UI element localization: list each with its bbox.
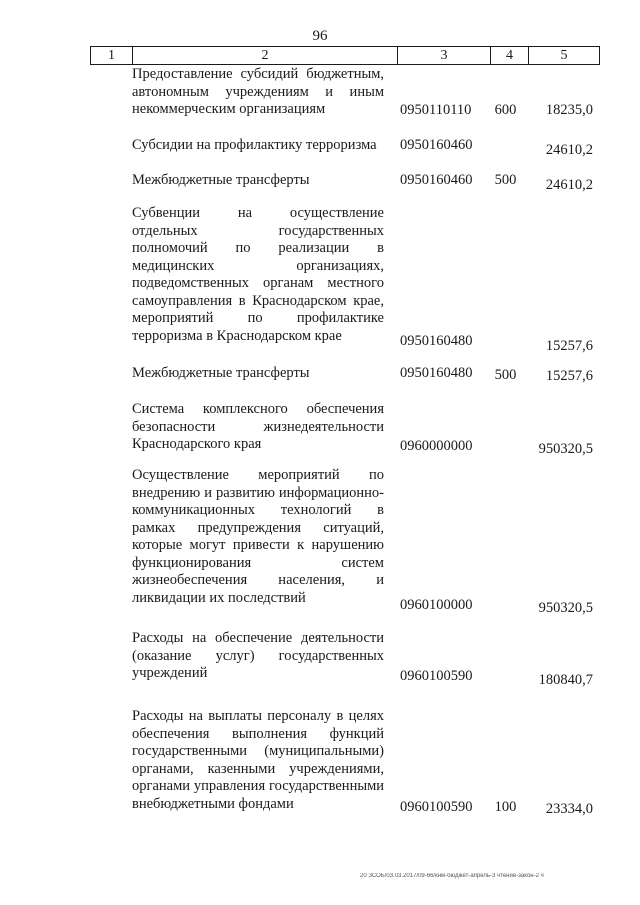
row-name: Межбюджетные трансферты	[132, 365, 310, 381]
row-code: 0960000000	[400, 438, 473, 454]
row-code: 0950160460	[400, 137, 473, 153]
header-col-2: 2	[133, 47, 398, 64]
row-name: Предоставление субсидий бюджетным, автономным учреждениям и иным некоммерческим организациям	[132, 66, 384, 117]
row-sum: 950320,5	[538, 441, 593, 457]
footer-note: 20 ЗСОБ/03.03.2017/09-66/кнм-бюджет-апрель-3 чтение-закон-2 ч	[360, 873, 544, 879]
row-name: Межбюджетные трансферты	[132, 172, 310, 188]
row-vr: 500	[494, 367, 517, 383]
row-name: Расходы на выплаты персоналу в целях обеспечения выполнения функций государственными (муниципальными) органами, казенными учреждениями, органами управления государственными внебюджетными фондами	[132, 708, 384, 812]
row-code: 0960100590	[400, 799, 473, 815]
row-code: 0950110110	[400, 102, 472, 118]
row-vr: 100	[494, 799, 517, 815]
header-col-4: 4	[491, 47, 529, 64]
row-name: Осуществление мероприятий по внедрению и развитию информационно-коммуникационных технологий в рамках предупреждения ситуаций, которые могут привести к нарушению функционирования систем жизнеобеспечения населения, и ликвидации их последствий	[132, 467, 384, 606]
row-code: 0960100000	[400, 597, 473, 613]
row-sum: 24610,2	[545, 142, 593, 158]
header-col-1: 1	[91, 47, 133, 64]
header-col-5: 5	[560, 48, 568, 63]
page-number: 96	[312, 28, 328, 44]
row-sum: 180840,7	[538, 672, 593, 688]
row-name: Субвенции на осуществление отдельных государственных полномочий по реализации в медицинских организациях, подведомственных органам местного самоуправления в Краснодарском крае, мероприятий по профилактике терроризма в Краснодарском крае	[132, 205, 384, 344]
row-name: Расходы на обеспечение деятельности (оказание услуг) государственных учреждений	[132, 630, 384, 681]
row-code: 0950160460	[400, 172, 473, 188]
row-code: 0950160480	[400, 333, 473, 349]
row-code: 0960100590	[400, 668, 473, 684]
row-code: 0950160480	[400, 365, 473, 381]
row-sum: 18235,0	[545, 102, 593, 118]
table-header	[90, 46, 600, 65]
header-col-3: 3	[398, 47, 491, 64]
row-name: Система комплексного обеспечения безопасности жизнедеятельности Краснодарского края	[132, 401, 384, 452]
row-sum: 24610,2	[545, 177, 593, 193]
row-sum: 950320,5	[538, 600, 593, 616]
row-vr: 500	[494, 172, 517, 188]
row-vr: 600	[494, 102, 517, 118]
row-sum: 23334,0	[545, 801, 593, 817]
row-name: Субсидии на профилактику терроризма	[132, 137, 377, 153]
row-sum: 15257,6	[545, 338, 593, 354]
row-sum: 15257,6	[545, 368, 593, 384]
